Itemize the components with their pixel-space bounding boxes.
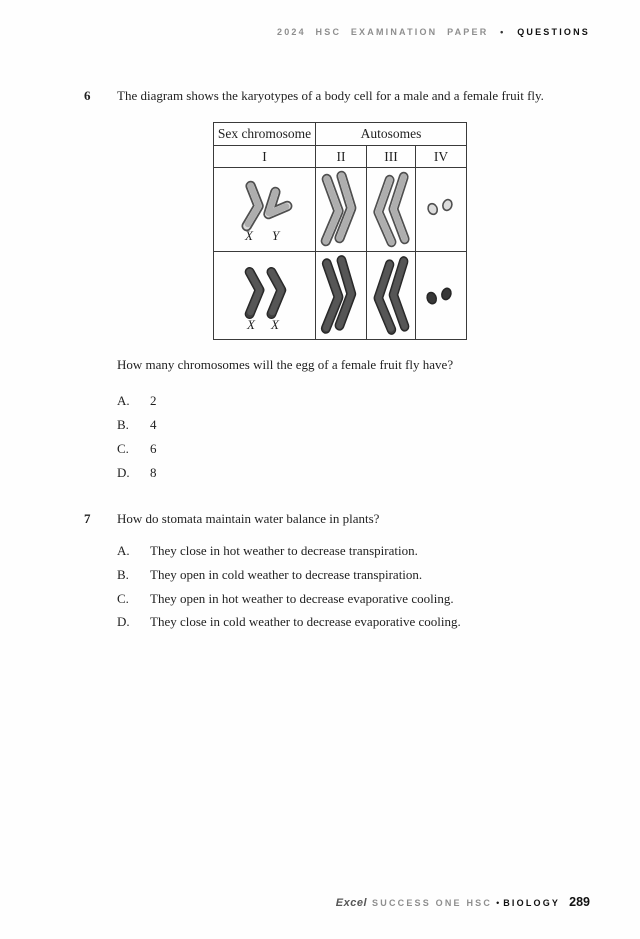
option-text: They close in hot weather to decrease transpiration. [150, 543, 418, 558]
question-6-intro-text: The diagram shows the karyotypes of a body cell for a male and a female fruit fly. [117, 88, 544, 103]
male-autosome-ii-cell [316, 168, 367, 252]
female-autosome-iii-cell [367, 252, 416, 340]
female-autosome-ii-drawing [316, 252, 366, 339]
question-6-option-d [117, 465, 157, 481]
question-6-prompt: How many chromosomes will the egg of a female fruit fly have? [117, 357, 454, 372]
female-autosome-iv-cell [416, 252, 467, 340]
question-7-prompt-text: How do stomata maintain water balance in plants? [117, 511, 380, 526]
karyotype-table [213, 122, 467, 340]
female-xx-chromosomes-drawing [214, 252, 315, 339]
karyotype-header-sex-chromosome: Sex chromosome [214, 123, 316, 146]
female-sex-chromosome-cell [214, 252, 316, 340]
male-autosome-iii-drawing [367, 168, 415, 251]
option-letter: B. [117, 567, 129, 582]
option-letter: D. [117, 614, 130, 629]
option-text: They open in hot weather to decrease evaporative cooling. [150, 591, 454, 606]
karyotype-header-autosomes: Autosomes [316, 123, 467, 146]
question-6-option-c [117, 441, 157, 457]
male-autosome-iv-cell [416, 168, 467, 252]
male-karyotype-row [214, 168, 467, 252]
female-karyotype-row [214, 252, 467, 340]
option-text: 4 [150, 417, 157, 432]
footer-bullet: • [496, 898, 500, 908]
page-footer [336, 893, 590, 911]
question-6-number: 6 [84, 88, 91, 103]
male-autosome-iii-cell [367, 168, 416, 252]
question-7-prompt-line [84, 511, 379, 527]
footer-series-title: SUCCESS ONE HSC [372, 898, 493, 908]
female-x-label-1: X [247, 317, 255, 332]
female-autosome-iii-drawing [367, 252, 415, 339]
question-6-option-a [117, 393, 157, 409]
option-text: 2 [150, 393, 157, 408]
option-text: They open in cold weather to decrease transpiration. [150, 567, 423, 582]
option-letter: C. [117, 441, 129, 456]
option-letter: A. [117, 543, 130, 558]
footer-brand-logo: Excel [335, 897, 368, 909]
male-autosome-iv-drawing [416, 168, 466, 251]
female-x-label-2: X [271, 317, 279, 332]
option-letter: C. [117, 591, 129, 606]
female-autosome-ii-cell [316, 252, 367, 340]
option-text: 6 [150, 441, 157, 456]
option-text: They close in cold weather to decrease evaporative cooling. [150, 614, 461, 629]
header-section-label: QUESTIONS [517, 27, 590, 37]
male-xy-chromosomes-drawing [214, 168, 315, 251]
question-6-intro-line [84, 88, 544, 104]
footer-page-number: 289 [569, 895, 590, 909]
question-6-option-b [117, 417, 157, 433]
question-7-option-c [117, 591, 454, 607]
option-text: 8 [150, 465, 157, 480]
female-autosome-iv-drawing [416, 252, 466, 339]
footer-subject-label: BIOLOGY [503, 898, 561, 908]
question-7-option-b [117, 567, 422, 583]
option-letter: A. [117, 393, 130, 408]
male-y-label: Y [272, 228, 280, 243]
question-7-option-a [117, 543, 418, 559]
karyotype-column-III: III [367, 146, 416, 168]
karyotype-column-IV: IV [416, 146, 467, 168]
option-letter: D. [117, 465, 130, 480]
question-7-number: 7 [84, 511, 91, 526]
option-letter: B. [117, 417, 129, 432]
male-x-label: X [245, 228, 253, 243]
header-bullet: • [500, 27, 506, 37]
question-7-option-d [117, 614, 461, 630]
header-paper-title: 2024 HSC EXAMINATION PAPER [277, 27, 489, 37]
page-header [277, 27, 590, 37]
male-autosome-ii-drawing [316, 168, 366, 251]
karyotype-column-I: I [214, 146, 316, 168]
male-sex-chromosome-cell [214, 168, 316, 252]
karyotype-column-II: II [316, 146, 367, 168]
